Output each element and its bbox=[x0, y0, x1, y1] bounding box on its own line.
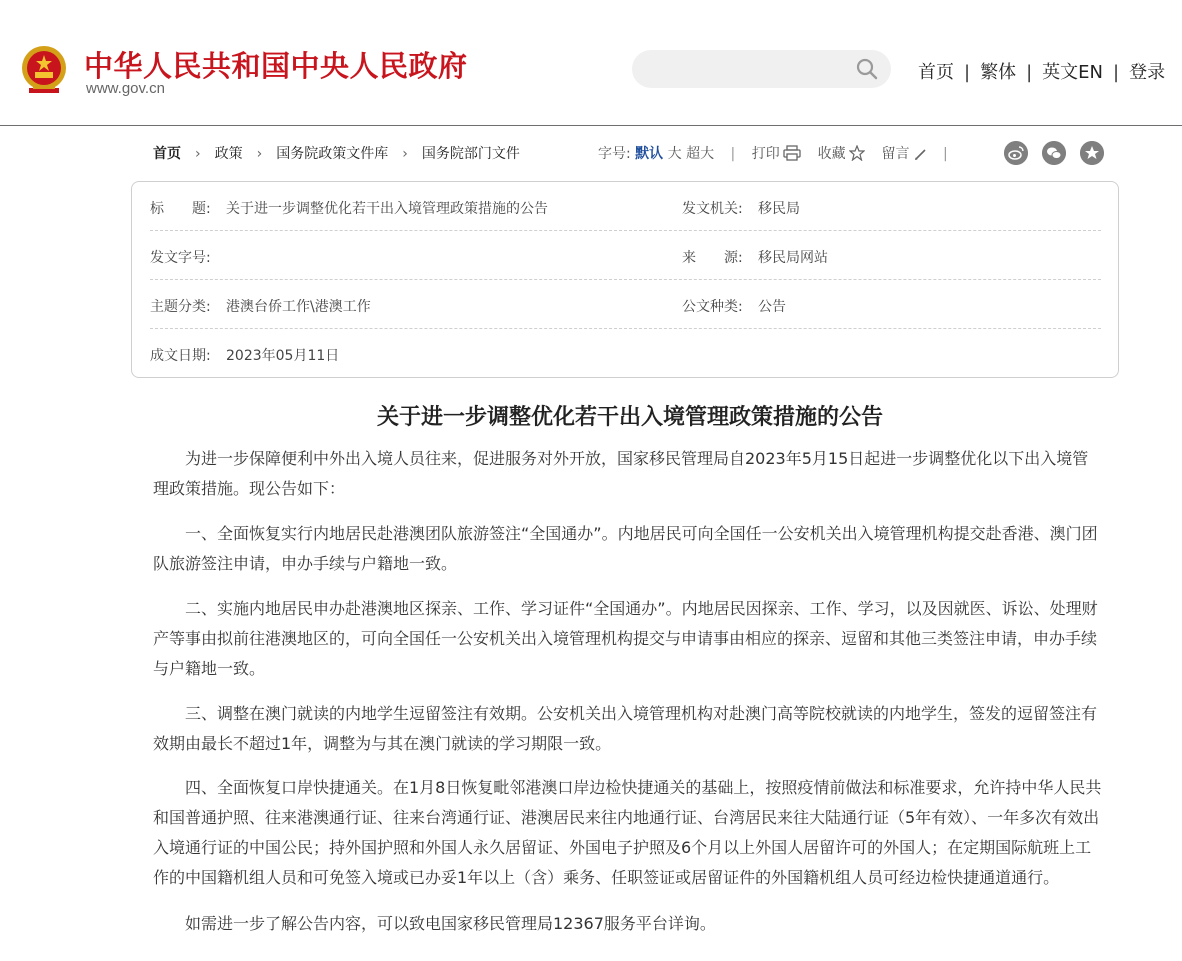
comment-button[interactable] bbox=[882, 146, 927, 162]
info-title-cell bbox=[150, 198, 548, 218]
article-paragraph: 四、全面恢复口岸快捷通关。在1月8日恢复毗邻港澳口岸边检快捷通关的基础上，按照疫情前做法和标准要求，允许持中华人民共和国普通护照、往来港澳通行证、往来台湾通行证、港澳居民来往内地通行证、台湾居民来往大陆通行证（5年有效）、一年多次有效出入境通行证的中国公民；持外国护照和外国人永久居留证、外国电子护照及6个月以上外国人居留许可的外国人；在定期国际航班上工作的中国籍机组人员和可免签入境或已办妥1年以上（含）乘务、任职签证或居留证件的外国籍机组人员可经边检快捷通道通行。 bbox=[153, 778, 1102, 887]
toolbar-separator: | bbox=[942, 146, 948, 162]
info-topic-cell bbox=[150, 296, 371, 316]
site-header bbox=[0, 0, 1182, 126]
info-title-value: 关于进一步调整优化若干出入境管理政策措施的公告 bbox=[226, 201, 548, 217]
info-source-cell bbox=[682, 247, 828, 267]
article-title: 关于进一步调整优化若干出入境管理政策措施的公告 bbox=[376, 404, 883, 430]
chevron-right-icon: › bbox=[402, 146, 408, 162]
nav-english-link[interactable]: 英文EN bbox=[1042, 62, 1103, 83]
info-type-value: 公告 bbox=[758, 299, 786, 315]
nav-traditional-link[interactable]: 繁体 bbox=[980, 62, 1017, 83]
article-paragraph: 三、调整在澳门就读的内地学生逗留签注有效期。公安机关出入境管理机构对赴澳门高等院校就读的内地学生，签发的逗留签注有效期由最长不超过1年，调整为与其在澳门就读的学习期限一致。 bbox=[153, 704, 1098, 753]
info-row-title bbox=[150, 182, 1101, 231]
font-size-xlarge[interactable]: 超大 bbox=[686, 146, 715, 162]
document-info-box bbox=[131, 181, 1119, 378]
print-button[interactable] bbox=[752, 146, 801, 162]
info-title-label: 标 题: bbox=[150, 201, 211, 217]
weibo-share-icon[interactable] bbox=[1004, 141, 1028, 165]
info-type-label: 公文种类: bbox=[682, 299, 743, 315]
info-docno-cell bbox=[150, 247, 226, 267]
nav-separator: | bbox=[964, 62, 971, 83]
info-topic-label: 主题分类: bbox=[150, 299, 211, 315]
pencil-icon bbox=[913, 147, 927, 161]
comment-label: 留言 bbox=[881, 146, 910, 162]
breadcrumb-department-docs[interactable]: 国务院部门文件 bbox=[421, 146, 520, 162]
nav-separator: | bbox=[1113, 62, 1120, 83]
star-share-icon[interactable] bbox=[1080, 141, 1104, 165]
toolbar-separator: | bbox=[730, 146, 736, 162]
chevron-right-icon: › bbox=[256, 146, 263, 162]
search-icon[interactable] bbox=[855, 57, 879, 81]
font-size-large[interactable]: 大 bbox=[667, 146, 682, 162]
article-paragraph: 一、全面恢复实行内地居民赴港澳团队旅游签注“全国通办”。内地居民可向全国任一公安机关出入境管理机构提交赴香港、澳门团队旅游签注申请，申办手续与户籍地一致。 bbox=[153, 524, 1098, 573]
info-type-cell bbox=[682, 296, 786, 316]
search-box bbox=[632, 50, 891, 88]
nav-login-link[interactable]: 登录 bbox=[1129, 62, 1166, 83]
favorite-label: 收藏 bbox=[817, 146, 846, 162]
info-docno-label: 发文字号: bbox=[150, 250, 211, 266]
breadcrumb-home[interactable]: 首页 bbox=[153, 146, 181, 162]
article-paragraph: 如需进一步了解公告内容，可以致电国家移民管理局12367服务平台详询。 bbox=[185, 914, 716, 933]
breadcrumb bbox=[153, 143, 520, 163]
favorite-button[interactable] bbox=[818, 146, 865, 162]
info-row-date bbox=[150, 329, 1101, 378]
site-url[interactable]: www.gov.cn bbox=[86, 80, 165, 97]
breadcrumb-policy-library[interactable]: 国务院政策文件库 bbox=[276, 146, 389, 162]
info-date-value: 2023年05月11日 bbox=[226, 348, 340, 364]
font-size-label: 字号: bbox=[598, 146, 631, 162]
article-paragraph: 为进一步保障便利中外出入境人员往来，促进服务对外开放，国家移民管理局自2023年5月15日起进一步调整优化以下出入境管理政策措施。现公告如下： bbox=[153, 449, 1089, 498]
top-nav bbox=[918, 58, 1165, 84]
info-issuer-label: 发文机关: bbox=[682, 201, 743, 217]
chevron-right-icon: › bbox=[195, 146, 201, 162]
info-issuer-value: 移民局 bbox=[758, 201, 800, 217]
info-issuer-cell bbox=[682, 198, 800, 218]
nav-home-link[interactable]: 首页 bbox=[918, 62, 954, 83]
star-icon bbox=[849, 145, 865, 161]
info-source-label: 来 源: bbox=[682, 250, 743, 266]
font-size-default[interactable]: 默认 bbox=[635, 146, 664, 162]
breadcrumb-policy[interactable]: 政策 bbox=[214, 146, 243, 162]
wechat-share-icon[interactable] bbox=[1042, 141, 1066, 165]
printer-icon bbox=[783, 145, 801, 161]
article-toolbar bbox=[598, 143, 960, 163]
info-date-cell bbox=[150, 345, 339, 365]
site-title[interactable]: 中华人民共和国中央人民政府 bbox=[84, 49, 468, 83]
print-label: 打印 bbox=[751, 146, 780, 162]
info-row-docno bbox=[150, 231, 1101, 280]
search-input[interactable] bbox=[646, 56, 846, 82]
info-source-value: 移民局网站 bbox=[758, 250, 828, 266]
nav-separator: | bbox=[1026, 62, 1033, 83]
info-row-topic bbox=[150, 280, 1101, 329]
info-topic-value: 港澳台侨工作\港澳工作 bbox=[226, 299, 371, 315]
article-paragraph: 二、实施内地居民申办赴港澳地区探亲、工作、学习证件“全国通办”。内地居民因探亲、工作、学习，以及因就医、诉讼、处理财产等事由拟前往港澳地区的，可向全国任一公安机关出入境管理机构提交与申请事由相应的探亲、逗留和其他三类签注申请，申办手续与户籍地一致。 bbox=[153, 599, 1098, 678]
info-date-label: 成文日期: bbox=[150, 348, 211, 364]
national-emblem-icon[interactable] bbox=[19, 44, 69, 96]
